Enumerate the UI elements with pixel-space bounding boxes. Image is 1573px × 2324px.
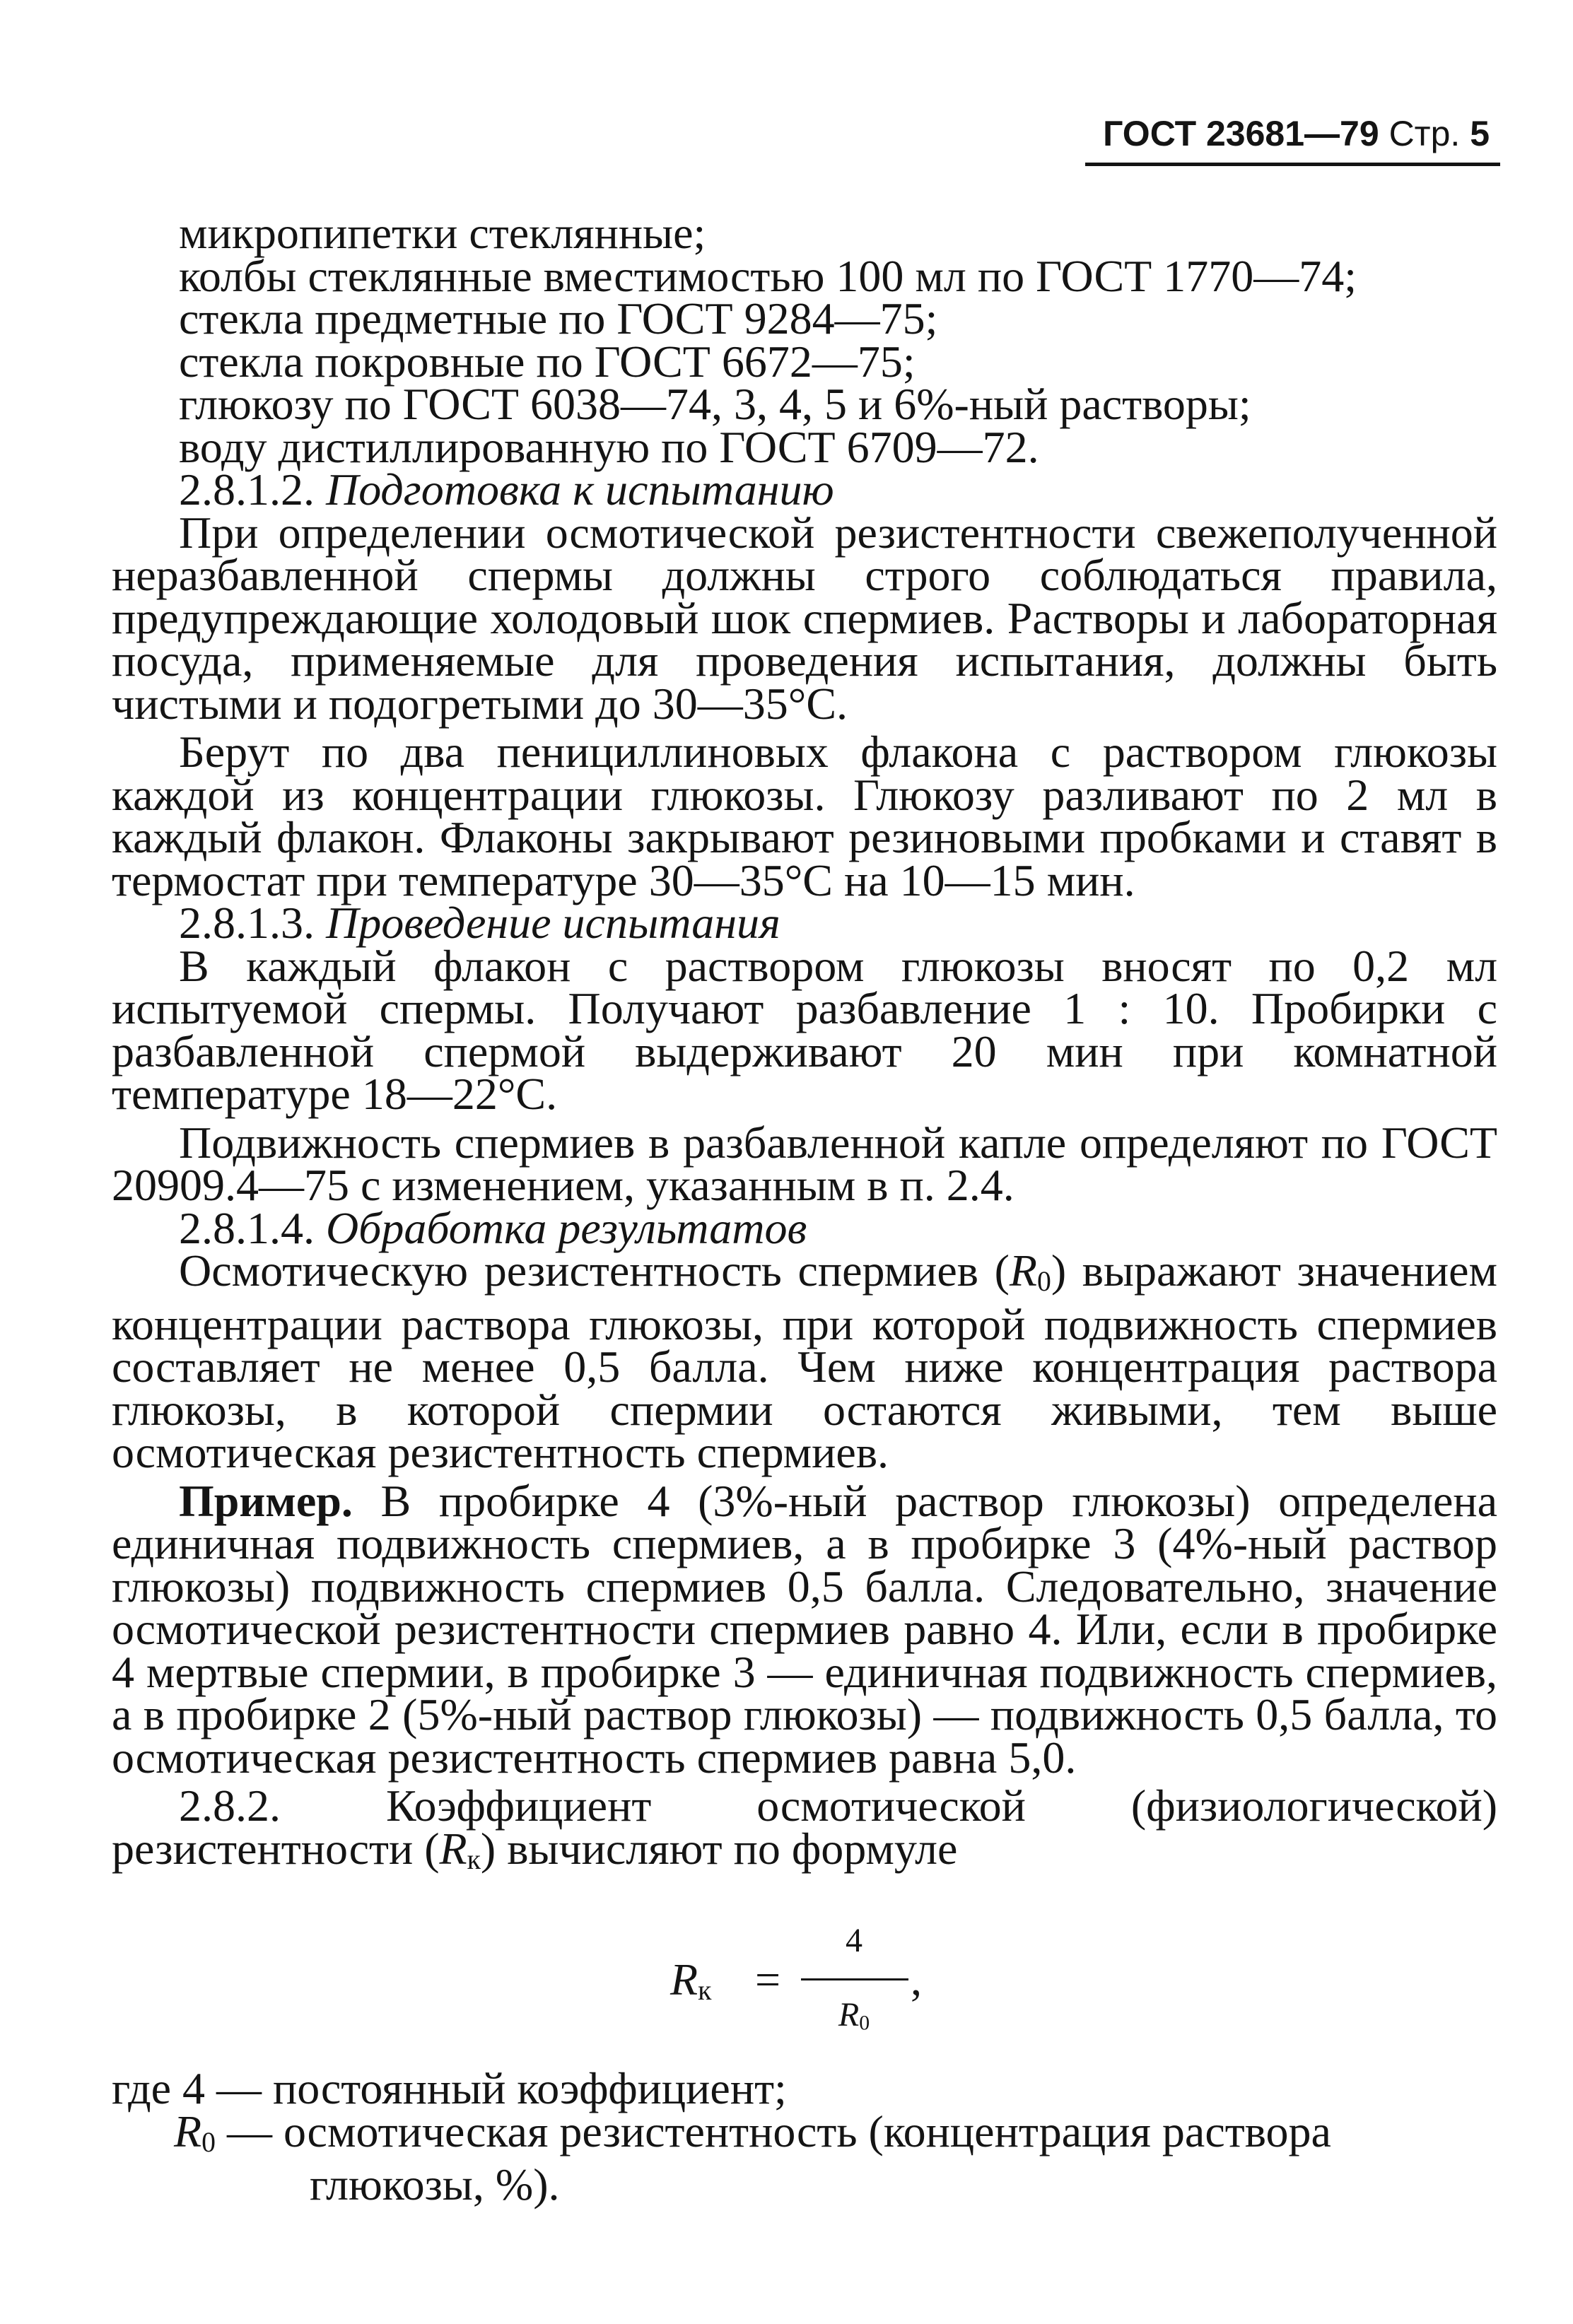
standard-number: ГОСТ 23681—79 [1103,114,1379,153]
where-r0-line [112,2106,1497,2164]
symbol-subscript: 0 [201,2126,216,2158]
header-rule [1085,163,1500,166]
paragraph: В каждый флакон с раствором глюкозы вносят по 0,2 мл испытуемой спермы. Получают разбавление 1 : 10. Пробирки с разбавленной спермой выдерживают 20 мин при комнатной температуре 18—22°С. [112,940,1497,1119]
page-label: Стр. [1388,114,1461,153]
symbol-r: R [670,1954,698,2005]
section-title: Подготовка к испытанию [326,464,834,515]
formula-comma: , [911,1954,922,2005]
paragraph: Берут по два пенициллиновых флакона с раствором глюкозы каждой из концентрации глюкозы. Глюкозу разливают по 2 мл в каждый флакон. Флаконы закрывают резиновыми пробками и ставят в термостат при температуре 30—35°С на 10—15 мин. [112,727,1497,905]
list-item: колбы стеклянные вместимостью 100 мл по ГОСТ 1770—74; [179,250,1357,301]
formula [670,1909,1038,2050]
section-number: 2.8.1.4. [179,1202,315,1253]
section-heading-2812 [112,464,1497,515]
formula-lhs [670,1954,712,2012]
text-run: — осмотическая резистентность (концентрация раствора [215,2106,1331,2156]
symbol-subscript: 0 [1037,1266,1051,1298]
formula-numerator: 4 [846,1922,862,1960]
section-title: Обработка результатов [326,1202,807,1253]
page-header [1103,113,1490,154]
list-item: микропипетки стеклянные; [179,208,706,258]
text-run: ) вычисляют по формуле [480,1823,958,1874]
paragraph-282 [112,1780,1497,1881]
page-number: 5 [1470,114,1490,153]
text-run: ) выражают значением концентрации раствора глюкозы, при которой подвижность спермиев составляет не менее 0,5 балла. Чем ниже концентрация раствора глюкозы, в которой спермии остаются живыми, тем выше осмотическая резистентность спермиев. [112,1245,1498,1478]
list-item: глюкозу по ГОСТ 6038—74, 3, 4, 5 и 6%-ный растворы; [179,379,1251,429]
formula-block [112,1909,1497,2050]
example-label: Пример. [179,1475,353,1526]
paragraph: Подвижность спермиев в разбавленной капле определяют по ГОСТ 20909.4—75 с изменением, указанным в п. 2.4. [112,1117,1497,1210]
list-item: стекла предметные по ГОСТ 9284—75; [179,293,938,344]
section-heading-2814 [112,1202,1497,1253]
symbol-r: R [439,1823,467,1874]
symbol-subscript: к [467,1843,481,1875]
symbol-subscript: 0 [859,2011,870,2035]
text-run: Осмотическую резистентность спермиев ( [179,1245,1010,1296]
text-run: 2.8.2. Коэффициент осмотической (физиологической) резистентности ( [112,1780,1497,1874]
symbol-r: R [838,1996,860,2034]
formula-equals: = [755,1954,781,2005]
example-paragraph [112,1475,1498,1783]
section-number: 2.8.1.2. [179,464,315,515]
where-r0-continuation: глюкозы, %). [310,2159,560,2210]
list-item: воду дистиллированную по ГОСТ 6709—72. [179,421,1039,472]
section-number: 2.8.1.3. [179,898,315,948]
where-line: где 4 — постоянный коэффициент; [112,2063,787,2114]
symbol-r: R [174,2106,202,2156]
section-heading-2813 [112,898,1497,948]
list-item: стекла покровные по ГОСТ 6672—75; [179,336,916,387]
document-body [112,208,1498,2210]
section-title: Проведение испытания [326,898,780,948]
example-text: В пробирке 4 (3%-ный раствор глюкозы) определена единичная подвижность спермиев, а в пробирке 3 (4%-ный раствор глюкозы) подвижность спермиев 0,5 балла. Следовательно, значение осмотической резистентности спермиев равно 4. Или, если в пробирке 4 мертвые спермии, в пробирке 3 — единичная подвижность спермиев, а в пробирке 2 (5%-ный раствор глюкозы) — подвижность 0,5 балла, то осмотическая резистентность спермиев равна 5,0. [112,1475,1498,1783]
formula-denominator [815,1994,893,2045]
paragraph [112,1245,1498,1478]
symbol-subscript: к [698,1975,712,2007]
symbol-r: R [1009,1245,1038,1296]
fraction-bar [801,1978,908,1980]
paragraph: При определении осмотической резистентности свежеполученной неразбавленной спермы должны строго соблюдаться правила, предупреждающие холодовый шок спермиев. Растворы и лабораторная посуда, применяемые для проведения испытания, должны быть чистыми и подогретыми до 30—35°С. [112,507,1497,729]
